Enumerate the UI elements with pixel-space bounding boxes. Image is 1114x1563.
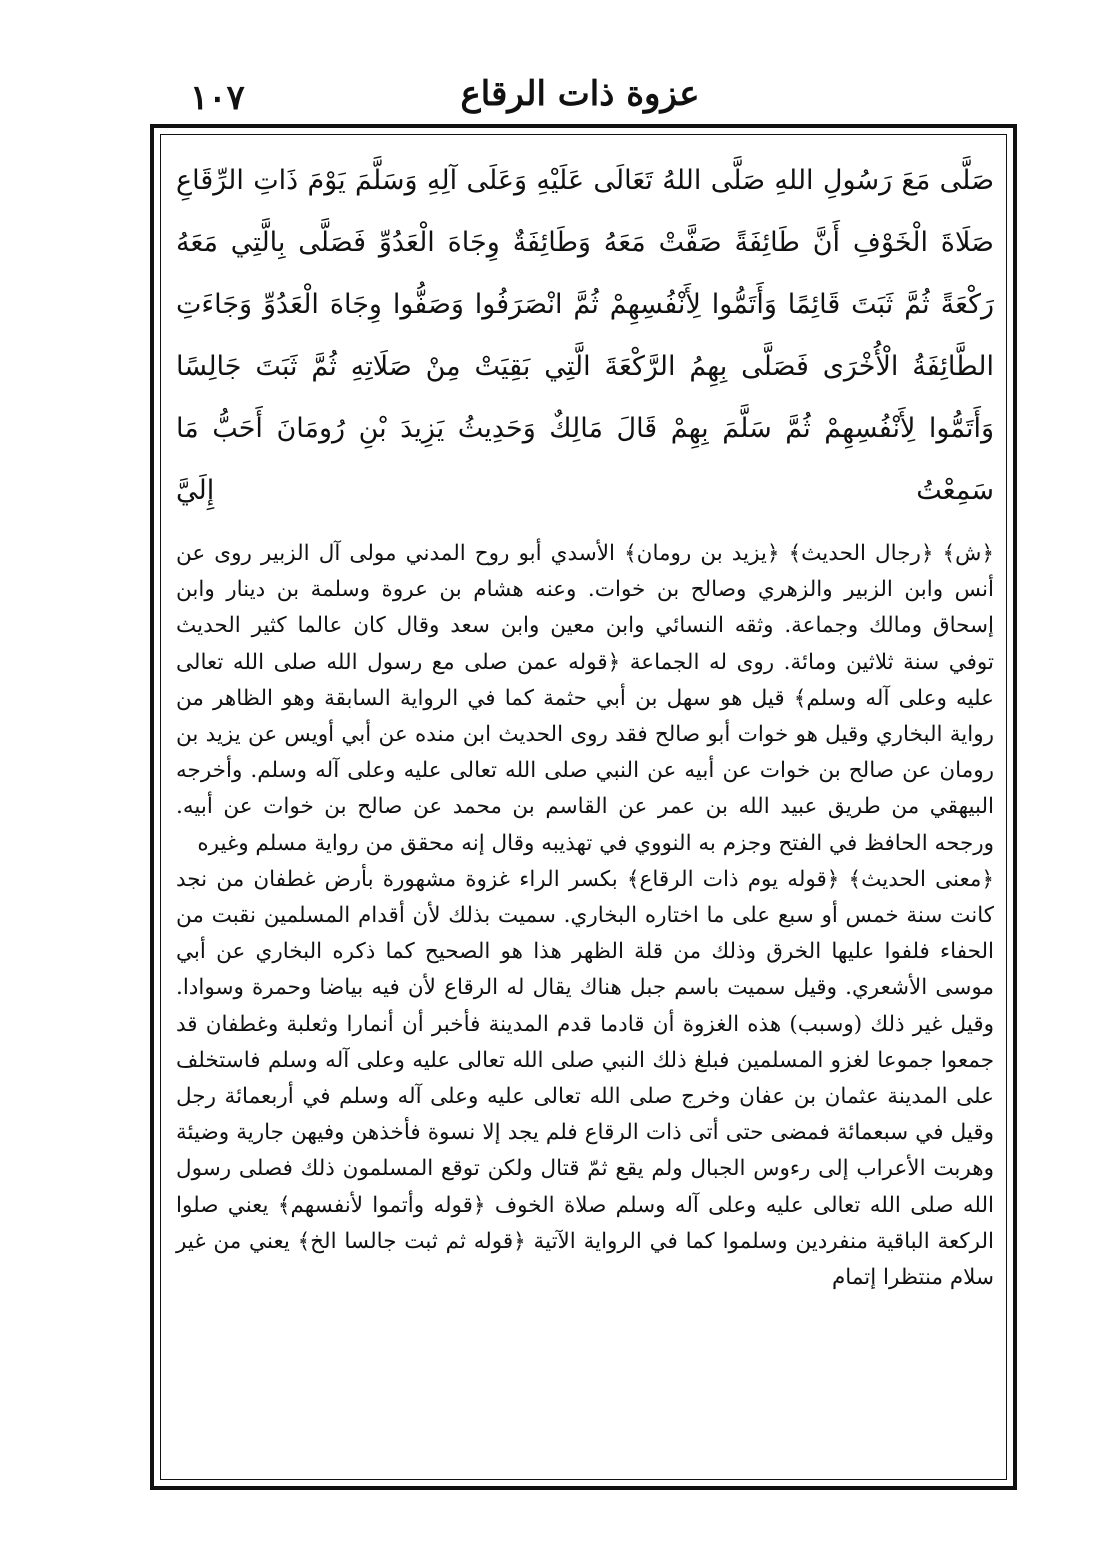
- commentary-paragraph-narrators: ﴿ش﴾ ﴿رجال الحديث﴾ ﴿يزيد بن رومان﴾ الأسدي أبو روح المدني مولى آل الزبير روى عن أنس وابن الزبير والزهري وصالح بن خوات. وعنه هشام بن عروة وسلمة بن دينار وابن إسحاق ومالك وجماعة. وثقه النسائي وابن معين وابن سعد وقال كان عالما كثير الحديث توفي سنة ثلاثين ومائة. روى له الجماعة ﴿قوله عمن صلى مع رسول الله صلى الله تعالى عليه وعلى آله وسلم﴾ قيل هو سهل بن أبي حثمة كما في الرواية السابقة وهو الظاهر من رواية البخاري وقيل هو خوات أبو صالح فقد روى الحديث ابن منده عن أبي أويس عن يزيد بن رومان عن صالح بن خوات عن أبيه عن النبي صلى الله تعالى عليه وعلى آله وسلم. وأخرجه البيهقي من طريق عبيد الله بن عمر عن القاسم بن محمد عن صالح بن خوات عن أبيه. ورجحه الحافظ في الفتح وجزم به النووي في تهذيبه وقال إنه محقق من رواية مسلم وغيره: [176, 541, 994, 856]
- hadith-body: صَلَّى مَعَ رَسُولِ اللهِ صَلَّى اللهُ تَعَالَى عَلَيْهِ وَعَلَى آلِهِ وَسَلَّمَ يَوْمَ ذَاتِ الرِّقَاعِ صَلَاةَ الْخَوْفِ أَنَّ طَائِفَةً صَفَّتْ مَعَهُ وَطَائِفَةٌ وِجَاهَ الْعَدُوِّ فَصَلَّى بِالَّتِي مَعَهُ رَكْعَةً ثُمَّ ثَبَتَ قَائِمًا وَأَتَمُّوا لِأَنْفُسِهِمْ ثُمَّ انْصَرَفُوا وَصَفُّوا وِجَاهَ الْعَدُوِّ وَجَاءَتِ الطَّائِفَةُ الْأُخْرَى فَصَلَّى بِهِمُ الرَّكْعَةَ الَّتِي بَقِيَتْ مِنْ صَلَاتِهِ ثُمَّ ثَبَتَ جَالِسًا وَأَتَمُّوا لِأَنْفُسِهِمْ ثُمَّ سَلَّمَ بِهِمْ قَالَ مَالِكٌ وَحَدِيثُ يَزِيدَ بْنِ رُومَانَ أَحَبُّ مَا سَمِعْتُ إِلَيَّ: [176, 165, 994, 506]
- page-number: ١٠٧: [190, 78, 245, 118]
- page-header: [150, 70, 1010, 126]
- commentary-paragraph-meaning: ﴿معنى الحديث﴾ ﴿قوله يوم ذات الرقاع﴾ بكسر الراء غزوة مشهورة بأرض غطفان من نجد كانت سنة خمس أو سبع على ما اختاره البخاري. سميت بذلك لأن أقدام المسلمين نقبت من الحفاء فلفوا عليها الخرق وذلك من قلة الظهر هذا هو الصحيح كما ذكره البخاري عن أبي موسى الأشعري. وقيل سميت باسم جبل هناك يقال له الرقاع لأن فيه بياضا وحمرة وسوادا. وقيل غير ذلك (وسبب) هذه الغزوة أن قادما قدم المدينة فأخبر أن أنمارا وثعلبة وغطفان قد جمعوا جموعا لغزو المسلمين فبلغ ذلك النبي صلى الله تعالى عليه وعلى آله وسلم فاستخلف على المدينة عثمان بن عفان وخرج صلى الله تعالى عليه وعلى آله وسلم في أربعمائة رجل وقيل في سبعمائة فمضى حتى أتى ذات الرقاع فلم يجد إلا نسوة فأخذهن وفيهن جارية وضيئة وهربت الأعراب إلى رءوس الجبال ولم يقع ثمّ قتال ولكن توقع المسلمون ذلك فصلى رسول الله صلى الله تعالى عليه وعلى آله وسلم صلاة الخوف ﴿قوله وأتموا لأنفسهم﴾ يعني صلوا الركعة الباقية منفردين وسلموا كما في الرواية الآتية ﴿قوله ثم ثبت جالسا الخ﴾ يعني من غير سلام منتظرا إتمام: [176, 866, 994, 1291]
- commentary: [176, 536, 994, 1296]
- running-title: عزوة ذات الرقاع: [460, 74, 700, 114]
- hadith-text: [176, 150, 994, 522]
